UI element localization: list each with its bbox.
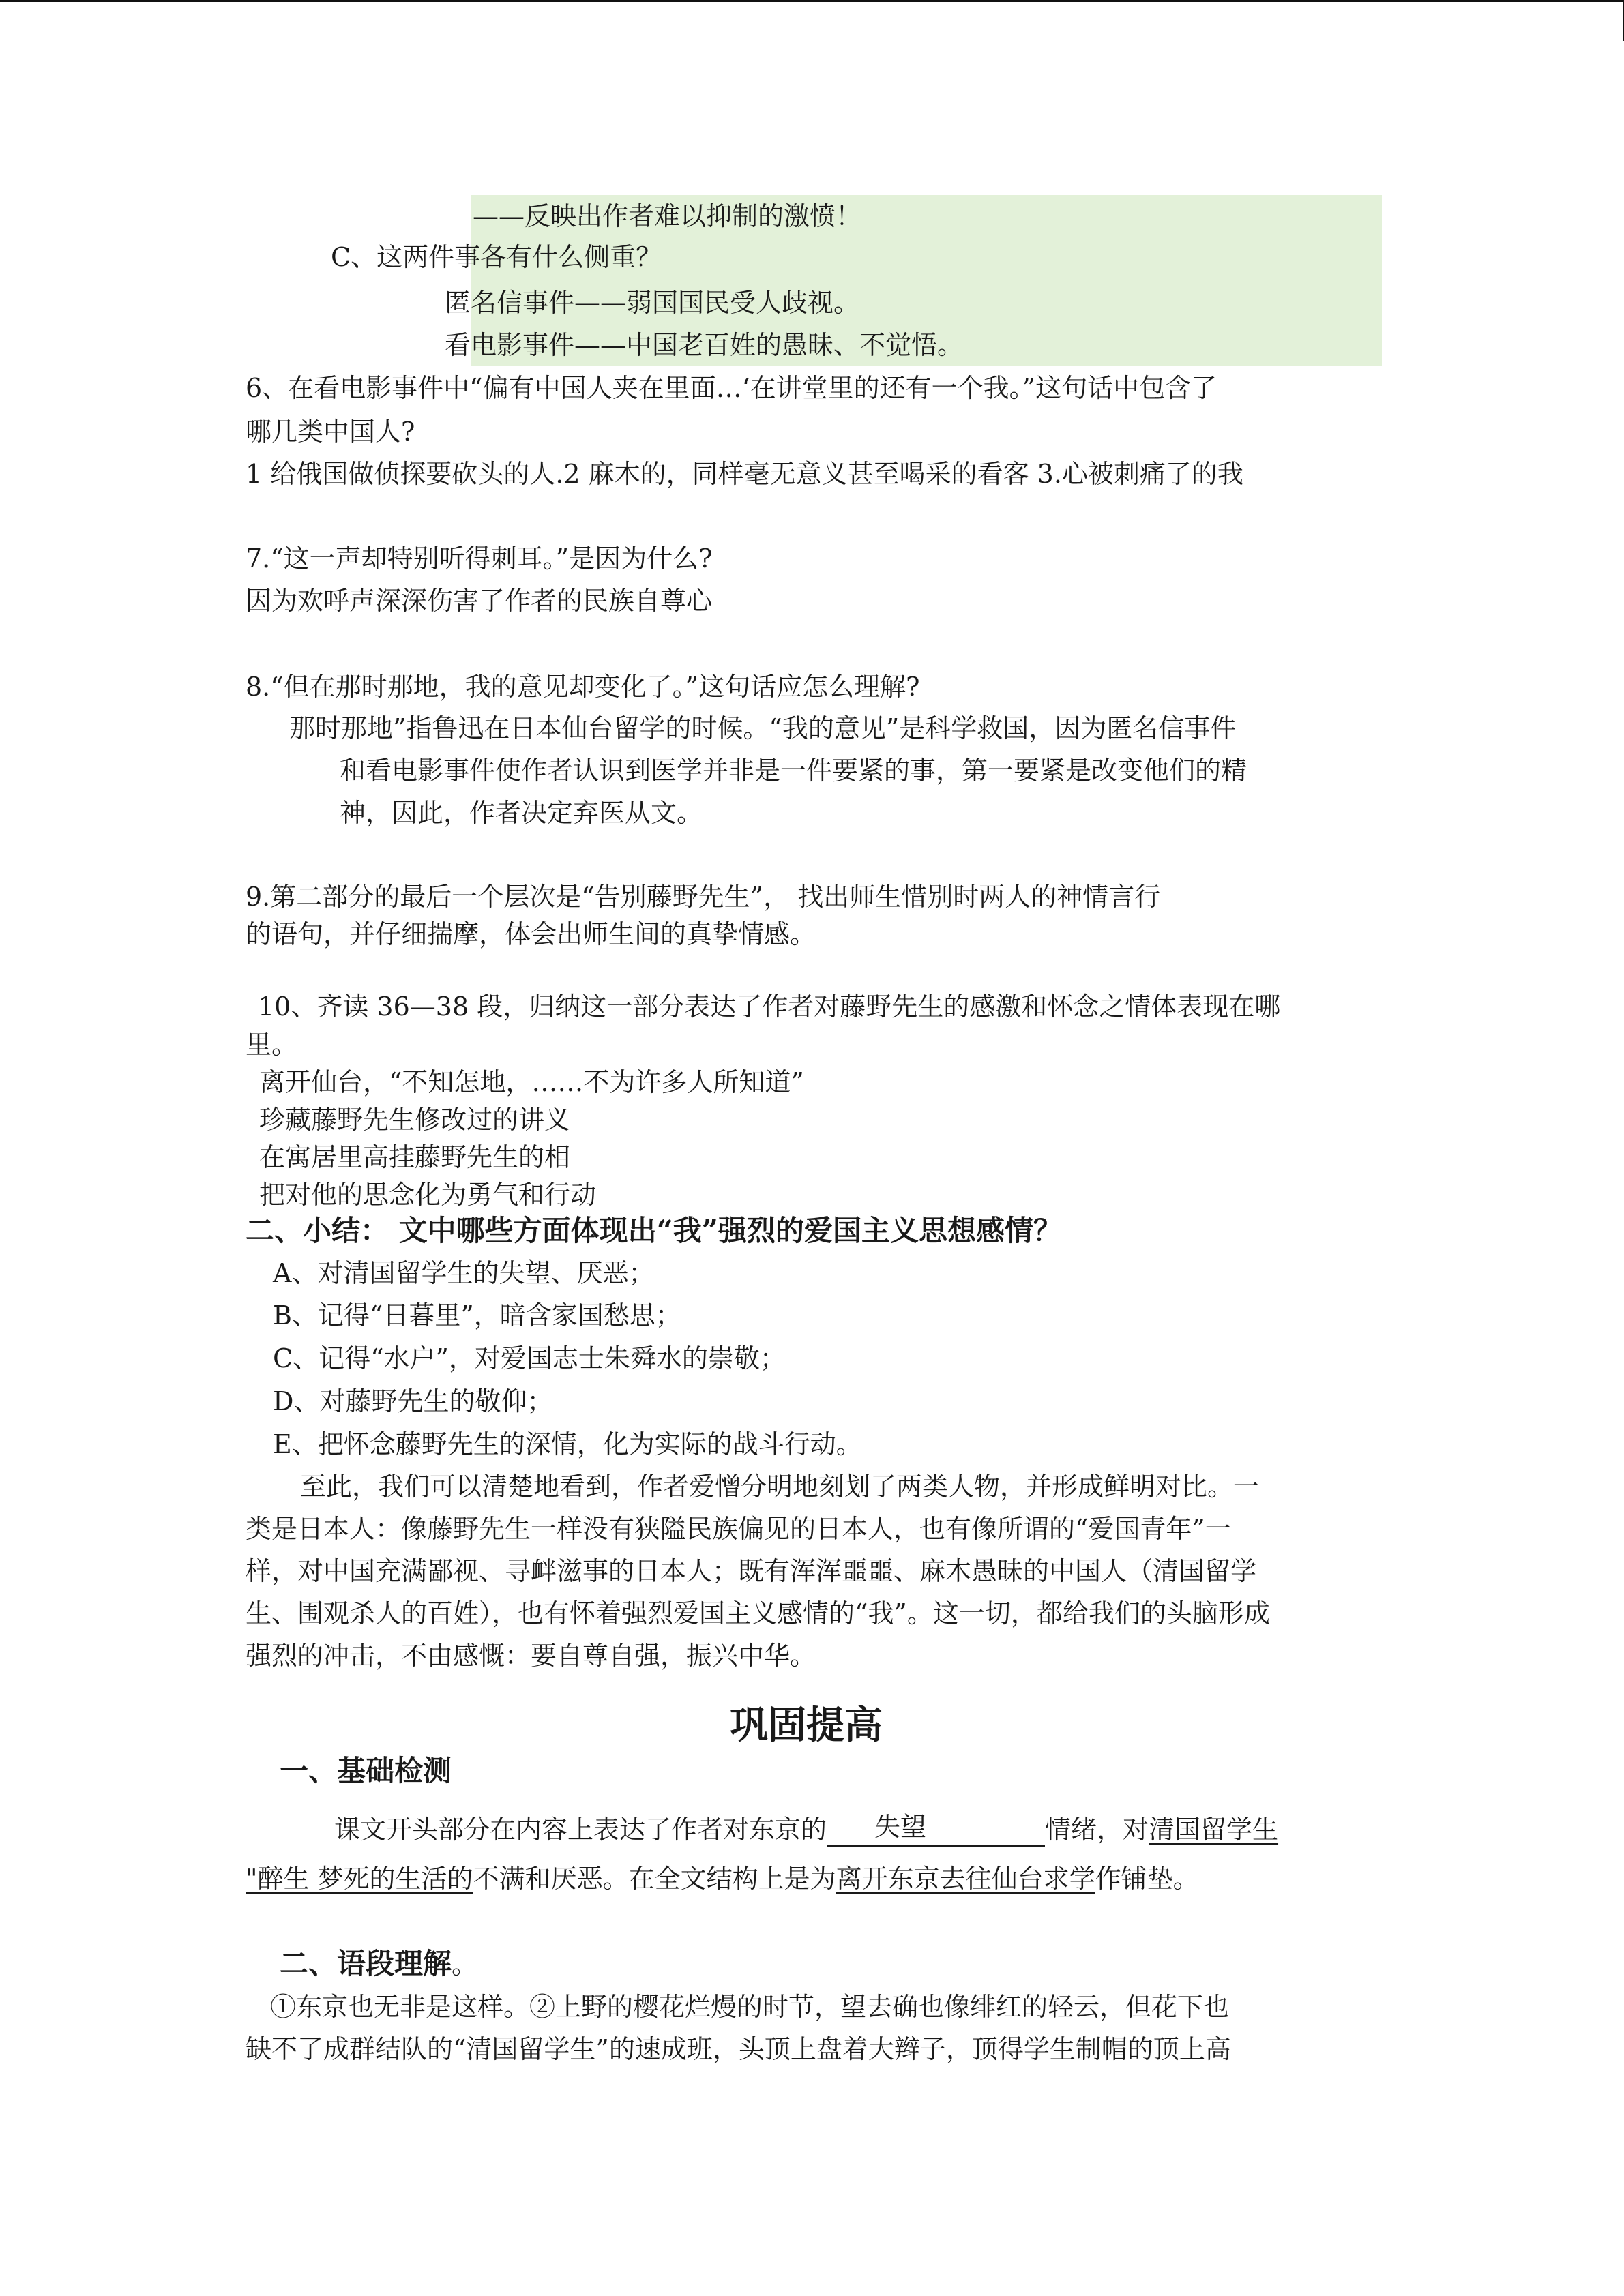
q10-answer-4: 把对他的思念化为勇气和行动 bbox=[259, 1180, 597, 1210]
passage-heading: 二、语段理解。 bbox=[280, 1947, 478, 1980]
q10-answer-1: 离开仙台，“不知怎地，……不为许多人所知道” bbox=[259, 1067, 804, 1097]
q8-answer-line-3: 神，因此，作者决定弃医从文。 bbox=[340, 798, 703, 828]
summary-paragraph-line-5: 强烈的冲击，不由感慨：要自尊自强，振兴中华。 bbox=[246, 1641, 816, 1671]
summary-paragraph-line-1: 至此，我们可以清楚地看到，作者爱憎分明地刻划了两类人物，并形成鲜明对比。一 bbox=[300, 1472, 1260, 1502]
q7-question: 7.“这一声却特别听得刺耳。”是因为什么? bbox=[246, 543, 713, 573]
q6-answer: 1 给俄国做侦探要砍头的人.2 麻木的，同样毫无意义甚至喝采的看客 3.心被刺痛了的我 bbox=[246, 459, 1243, 489]
summary-item-b: B、记得“日暮里”，暗含家国愁思； bbox=[273, 1300, 681, 1330]
q10-answer-2: 珍藏藤野先生修改过的讲义 bbox=[259, 1105, 571, 1135]
summary-paragraph-line-2: 类是日本人：像藤野先生一样没有狭隘民族偏见的日本人，也有像所谓的“爱国青年”一 bbox=[246, 1514, 1231, 1544]
highlight-line-3: 匿名信事件——弱国国民受人歧视。 bbox=[445, 288, 860, 318]
q8-answer-line-2: 和看电影事件使作者认识到医学并非是一件要紧的事，第一要紧是改变他们的精 bbox=[340, 756, 1247, 786]
q7-answer: 因为欢呼声深深伤害了作者的民族自尊心 bbox=[246, 586, 713, 616]
q6-line-1: 6、在看电影事件中“偏有中国人夹在里面…‘在讲堂里的还有一个我。”这句话中包含了 bbox=[246, 373, 1217, 403]
page-top-border bbox=[0, 0, 1624, 2]
fill-blank-line-1 bbox=[334, 1813, 1278, 1847]
passage-line-2: 缺不了成群结队的“清国留学生”的速成班，头顶上盘着大辫子，顶得学生制帽的顶上高 bbox=[246, 2034, 1231, 2064]
fill-text-mid: 情绪，对 bbox=[1045, 1815, 1149, 1845]
q6-line-2: 哪几类中国人? bbox=[246, 417, 415, 447]
summary-item-e: E、把怀念藤野先生的深情，化为实际的战斗行动。 bbox=[273, 1429, 862, 1459]
q8-question: 8.“但在那时那地，我的意见却变化了。”这句话应怎么理解? bbox=[246, 672, 920, 702]
fill-text-pre: 课文开头部分在内容上表达了作者对东京的 bbox=[334, 1815, 827, 1845]
q8-answer-line-1: 那时那地”指鲁迅在日本仙台留学的时候。“我的意见”是科学救国，因为匿名信事件 bbox=[289, 713, 1237, 743]
highlight-line-4: 看电影事件——中国老百姓的愚昧、不觉悟。 bbox=[445, 330, 964, 360]
q10-line-1: 10、齐读 36—38 段，归纳这一部分表达了作者对藤野先生的感激和怀念之情体表现在哪 bbox=[258, 992, 1281, 1022]
fill-text-mid2: 不满和厌恶。在全文结构上是为 bbox=[473, 1864, 836, 1894]
summary-paragraph-line-3: 样，对中国充满鄙视、寻衅滋事的日本人；既有浑浑噩噩、麻木愚昧的中国人（清国留学 bbox=[246, 1556, 1257, 1586]
summary-item-a: A、对清国留学生的失望、厌恶； bbox=[273, 1258, 655, 1288]
highlight-line-1: ——反映出作者难以抑制的激愤！ bbox=[473, 201, 862, 231]
fill-text-end: 作铺垫。 bbox=[1095, 1864, 1199, 1894]
fill-answer-leave-tokyo: 离开东京去往仙台求学 bbox=[836, 1864, 1095, 1894]
passage-line-1: ①东京也无非是这样。②上野的樱花烂熳的时节，望去确也像绯红的轻云，但花下也 bbox=[270, 1992, 1230, 2022]
summary-item-c: C、记得“水户”，对爱国志士朱舜水的崇敬； bbox=[273, 1343, 786, 1373]
highlight-line-2: C、这两件事各有什么侧重？ bbox=[331, 242, 662, 272]
section-title: 巩固提高 bbox=[730, 1703, 883, 1748]
fill-answer-life: "醉生 梦死的生活的 bbox=[246, 1864, 473, 1894]
fill-blank-answer: 失望 bbox=[827, 1818, 1045, 1847]
fill-answer-students: 清国留学生 bbox=[1149, 1815, 1279, 1845]
q10-line-2: 里。 bbox=[246, 1030, 298, 1060]
summary-item-d: D、对藤野先生的敬仰； bbox=[273, 1386, 553, 1416]
q10-answer-3: 在寓居里高挂藤野先生的相 bbox=[259, 1142, 571, 1172]
summary-paragraph-line-4: 生、围观杀人的百姓），也有怀着强烈爱国主义感情的“我”。这一切，都给我们的头脑形成 bbox=[246, 1598, 1270, 1628]
fill-blank-line-2 bbox=[246, 1862, 1199, 1896]
q9-line-1: 9.第二部分的最后一个层次是“告别藤野先生”， 找出师生惜别时两人的神情言行 bbox=[246, 882, 1161, 912]
summary-heading: 二、小结： 文中哪些方面体现出“我”强烈的爱国主义思想感情？ bbox=[246, 1214, 1062, 1247]
basic-test-heading: 一、基础检测 bbox=[280, 1754, 452, 1787]
q9-line-2: 的语句，并仔细揣摩，体会出师生间的真挚情感。 bbox=[246, 919, 816, 949]
